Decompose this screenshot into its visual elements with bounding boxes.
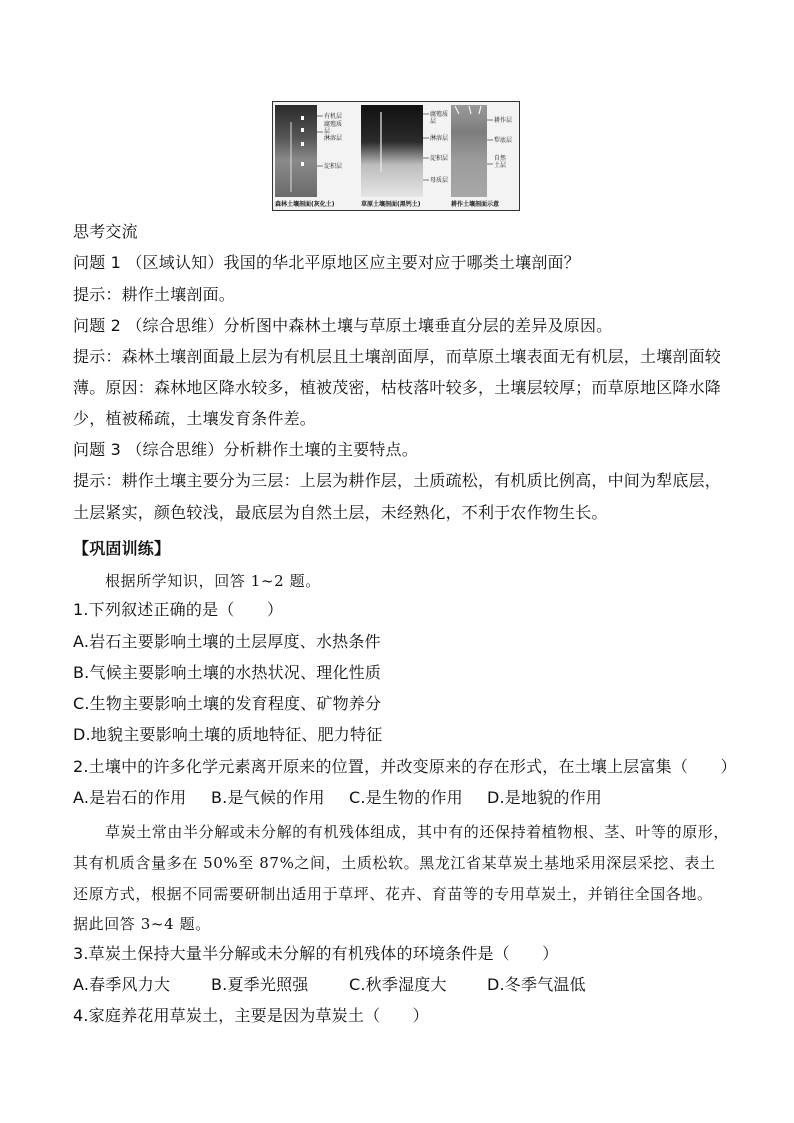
exercise-3-stem: 3.草炭土保持大量半分解或未分解的有机残体的环境条件是（ ）: [73, 944, 559, 963]
p3-label-3: 土层: [494, 162, 507, 169]
p1-label-1: 腐殖质: [324, 121, 343, 128]
p2-label-3: 淀积层: [430, 155, 449, 162]
soil-profile-illustration: [273, 102, 519, 210]
exercise-2-option-d: D.是地貌的作用: [487, 788, 603, 807]
p2-label-4: 母质层: [430, 177, 449, 184]
p2-caption: 草原土壤剖面(黑钙土): [361, 201, 421, 208]
practice-title: 【巩固训练】: [73, 539, 171, 558]
passage-line-3: 还原方式，根据不同需要研制出适用于草坪、花卉、育苗等的专用草炭土，并销往全国各地。: [73, 885, 713, 903]
p2-label-1: 层: [430, 118, 437, 125]
exercise-4-stem: 4.家庭养花用草炭土，主要是因为草炭土（ ）: [73, 1006, 429, 1025]
p2-label-0: 腐殖质: [430, 111, 449, 118]
grassland-profile-photo: [361, 105, 423, 197]
exercise-2-option-a: A.是岩石的作用: [73, 788, 187, 807]
exercise-3-option-b: B.夏季光照强: [211, 975, 309, 994]
exercise-1-stem: 1.下列叙述正确的是（ ）: [73, 600, 284, 619]
section-title: 思考交流: [73, 222, 138, 241]
passage-line-2: 其有机质含量多在 50%至 87%之间，土质松软。黑龙江省某草炭土基地采用深层采挖、表土: [73, 854, 716, 872]
p1-label-4: 淀积层: [324, 163, 343, 170]
exercise-2-options: [73, 788, 602, 808]
p3-caption: 耕作土壤剖面示意: [451, 201, 500, 208]
exercise-2-stem: 2.土壤中的许多化学元素离开原来的位置，并改变原来的存在形式，在土壤上层富集（ ）: [73, 757, 737, 776]
exercise-2-option-c: C.是生物的作用: [349, 788, 463, 807]
exercise-1-option-c: C.生物主要影响土壤的发育程度、矿物养分: [73, 694, 382, 713]
exercise-3-option-d: D.冬季气温低: [487, 975, 586, 994]
p1-label-3: 淋溶层: [324, 135, 343, 142]
passage-line-4: 据此回答 3~4 题。: [73, 915, 211, 933]
exercise-3-option-c: C.秋季湿度大: [349, 975, 447, 994]
p3-label-2: 自然: [494, 155, 507, 162]
p2-label-2: 淋溶层: [430, 135, 449, 142]
p3-label-0: 耕作层: [494, 117, 513, 124]
answer-3-line-1: 提示：耕作土壤主要分为三层：上层为耕作层，土质疏松，有机质比例高，中间为犁底层，: [73, 471, 722, 490]
p1-label-2: 层: [324, 128, 331, 135]
passage-line-1: 草炭土常由半分解或未分解的有机残体组成，其中有的还保持着植物根、茎、叶等的原形，: [105, 823, 730, 841]
exercise-1-option-d: D.地貌主要影响土壤的质地特征、肥力特征: [73, 725, 383, 744]
p3-label-1: 犁底层: [494, 137, 513, 144]
exercise-1-option-b: B.气候主要影响土壤的水热状况、理化性质: [73, 663, 382, 682]
soil-profile-figure: [272, 101, 520, 211]
answer-2-line-1: 提示：森林土壤剖面最上层为有机层且土壤剖面厚，而草原土壤表面无有机层，土壤剖面较: [73, 347, 722, 366]
p1-label-0: 有机层: [324, 113, 343, 120]
answer-3-line-2: 土层紧实，颜色较浅，最底层为自然土层，未经熟化，不利于农作物生长。: [73, 503, 608, 522]
question-1: 问题 1 （区域认知）我国的华北平原地区应主要对应于哪类土壤剖面？: [73, 253, 580, 272]
forest-profile-photo: [275, 105, 317, 197]
p1-caption: 森林土壤剖面(灰化土): [275, 201, 335, 208]
answer-2-line-2: 薄。原因：森林地区降水较多，植被茂密，枯枝落叶较多，土壤层较厚；而草原地区降水降: [73, 378, 722, 397]
exercise-3-options: [73, 975, 586, 995]
question-3: 问题 3 （综合思维）分析耕作土壤的主要特点。: [73, 440, 418, 459]
answer-2-line-3: 少，植被稀疏，土壤发育条件差。: [73, 409, 317, 428]
farmland-profile-photo: [451, 105, 487, 197]
practice-intro: 根据所学知识，回答 1~2 题。: [105, 572, 321, 590]
question-2: 问题 2 （综合思维）分析图中森林土壤与草原土壤垂直分层的差异及原因。: [73, 316, 613, 335]
answer-1: 提示：耕作土壤剖面。: [73, 285, 236, 304]
exercise-3-option-a: A.春季风力大: [73, 975, 171, 994]
exercise-1-option-a: A.岩石主要影响土壤的土层厚度、水热条件: [73, 632, 381, 651]
exercise-2-option-b: B.是气候的作用: [211, 788, 325, 807]
